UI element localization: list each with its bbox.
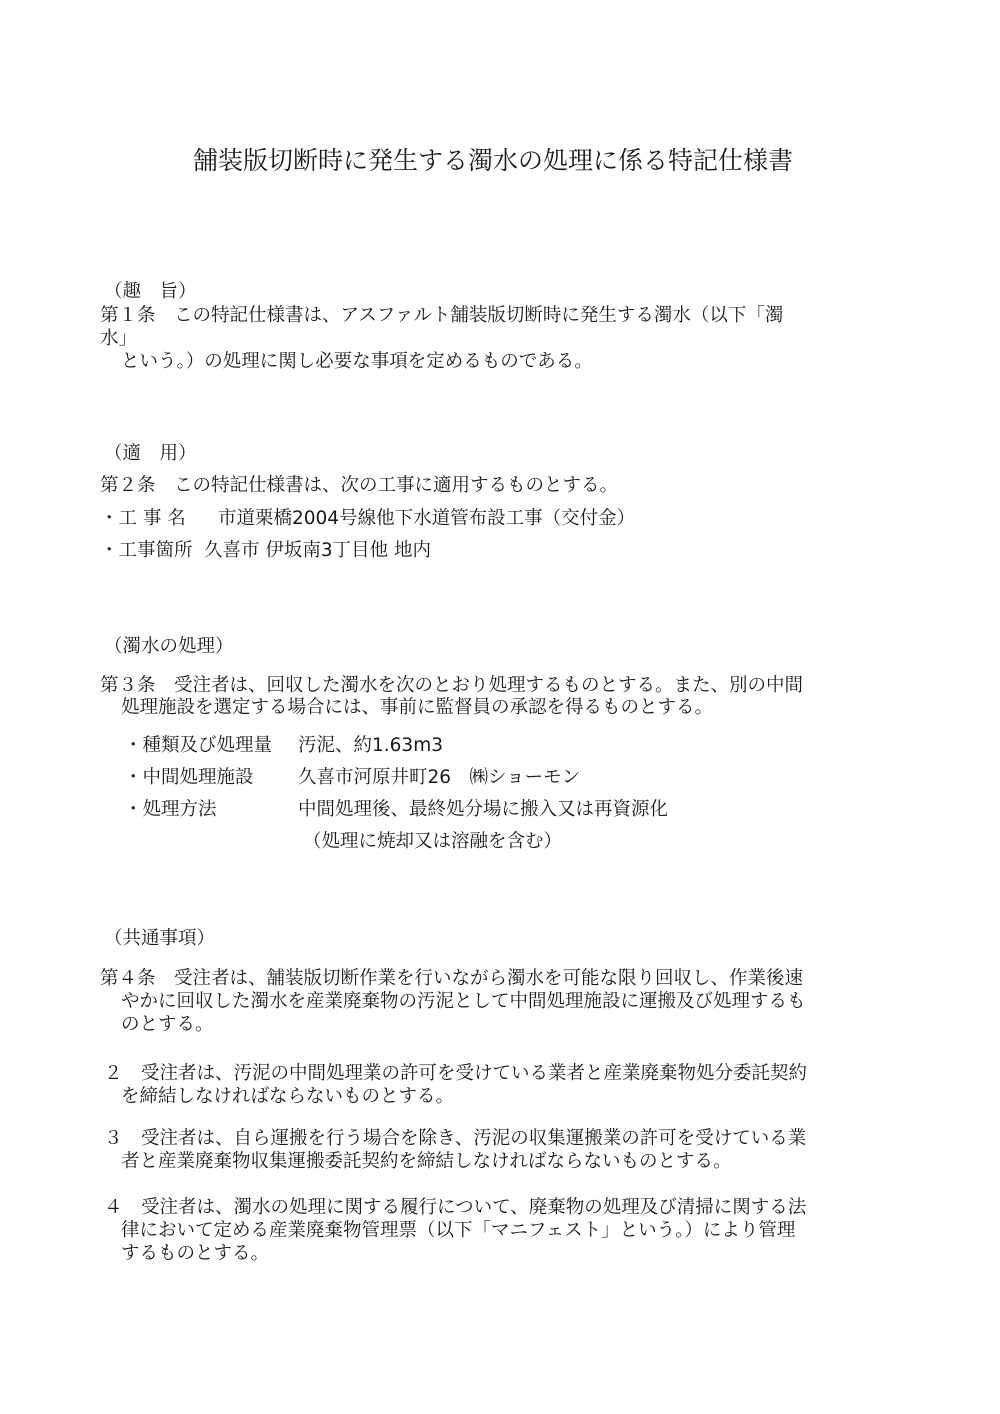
article-1-line-2: 水」 bbox=[100, 328, 138, 349]
paragraph-2-line-2: を締結しなければならないものとする。 bbox=[121, 1086, 455, 1107]
treatment-item-label: ・中間処理施設 bbox=[124, 767, 254, 788]
article-4-line-2: やかに回収した濁水を産業廃棄物の汚泥として中間処理施設に運搬及び処理するも bbox=[121, 991, 806, 1012]
paragraph-4-line-2: 律において定める産業廃棄物管理票（以下「マニフェスト」という。）により管理 bbox=[121, 1220, 796, 1241]
project-site-value: 久喜市 伊坂南3丁目他 地内 bbox=[204, 540, 432, 561]
paragraph-4-line-1: ４ 受注者は、濁水の処理に関する履行について、廃棄物の処理及び清掃に関する法 bbox=[104, 1197, 807, 1218]
section-heading-purpose: （趣 旨） bbox=[104, 281, 197, 302]
article-1-line-1: 第１条 この特記仕様書は、アスファルト舗装版切断時に発生する濁水（以下「濁 bbox=[100, 305, 784, 326]
paragraph-3-line-2: 者と産業廃棄物収集運搬委託契約を締結しなければならないものとする。 bbox=[121, 1151, 732, 1172]
treatment-item-value: 汚泥、約1.63m3 bbox=[298, 735, 443, 756]
article-4-line-1: 第４条 受注者は、舗装版切断作業を行いながら濁水を可能な限り回収し、作業後速 bbox=[100, 968, 804, 989]
treatment-item-value: 久喜市河原井町26 ㈱ショーモン bbox=[298, 767, 581, 788]
treatment-method-note: （処理に焼却又は溶融を含む） bbox=[303, 831, 563, 852]
article-2: 第２条 この特記仕様書は、次の工事に適用するものとする。 bbox=[100, 475, 619, 496]
paragraph-2-line-1: ２ 受注者は、汚泥の中間処理業の許可を受けている業者と産業廃棄物処分委託契約 bbox=[104, 1063, 808, 1084]
treatment-item-label: ・処理方法 bbox=[124, 799, 217, 820]
section-heading-application: （適 用） bbox=[104, 443, 197, 464]
paragraph-4-line-3: するものとする。 bbox=[121, 1243, 270, 1264]
section-heading-water-treatment: （濁水の処理） bbox=[104, 636, 234, 657]
project-site-label: ・工事箇所 bbox=[100, 540, 193, 561]
treatment-item-value: 中間処理後、最終処分場に搬入又は再資源化 bbox=[298, 799, 669, 820]
article-3-line-1: 第３条 受注者は、回収した濁水を次のとおり処理するものとする。また、別の中間 bbox=[100, 675, 804, 696]
article-3-line-2: 処理施設を選定する場合には、事前に監督員の承認を得るものとする。 bbox=[121, 697, 714, 718]
project-name-value: 市道栗橋2004号線他下水道管布設工事（交付金） bbox=[218, 508, 636, 529]
paragraph-3-line-1: ３ 受注者は、自ら運搬を行う場合を除き、汚泥の収集運搬業の許可を受けている業 bbox=[104, 1128, 807, 1149]
section-heading-common-matters: （共通事項） bbox=[104, 928, 216, 949]
document-title: 舗装版切断時に発生する濁水の処理に係る特記仕様書 bbox=[192, 146, 793, 175]
article-1-line-3: という。）の処理に関し必要な事項を定めるものである。 bbox=[121, 351, 593, 372]
article-4-line-3: のとする。 bbox=[121, 1014, 214, 1035]
project-name-label: ・工 事 名 bbox=[100, 508, 186, 529]
treatment-item-label: ・種類及び処理量 bbox=[124, 735, 273, 756]
